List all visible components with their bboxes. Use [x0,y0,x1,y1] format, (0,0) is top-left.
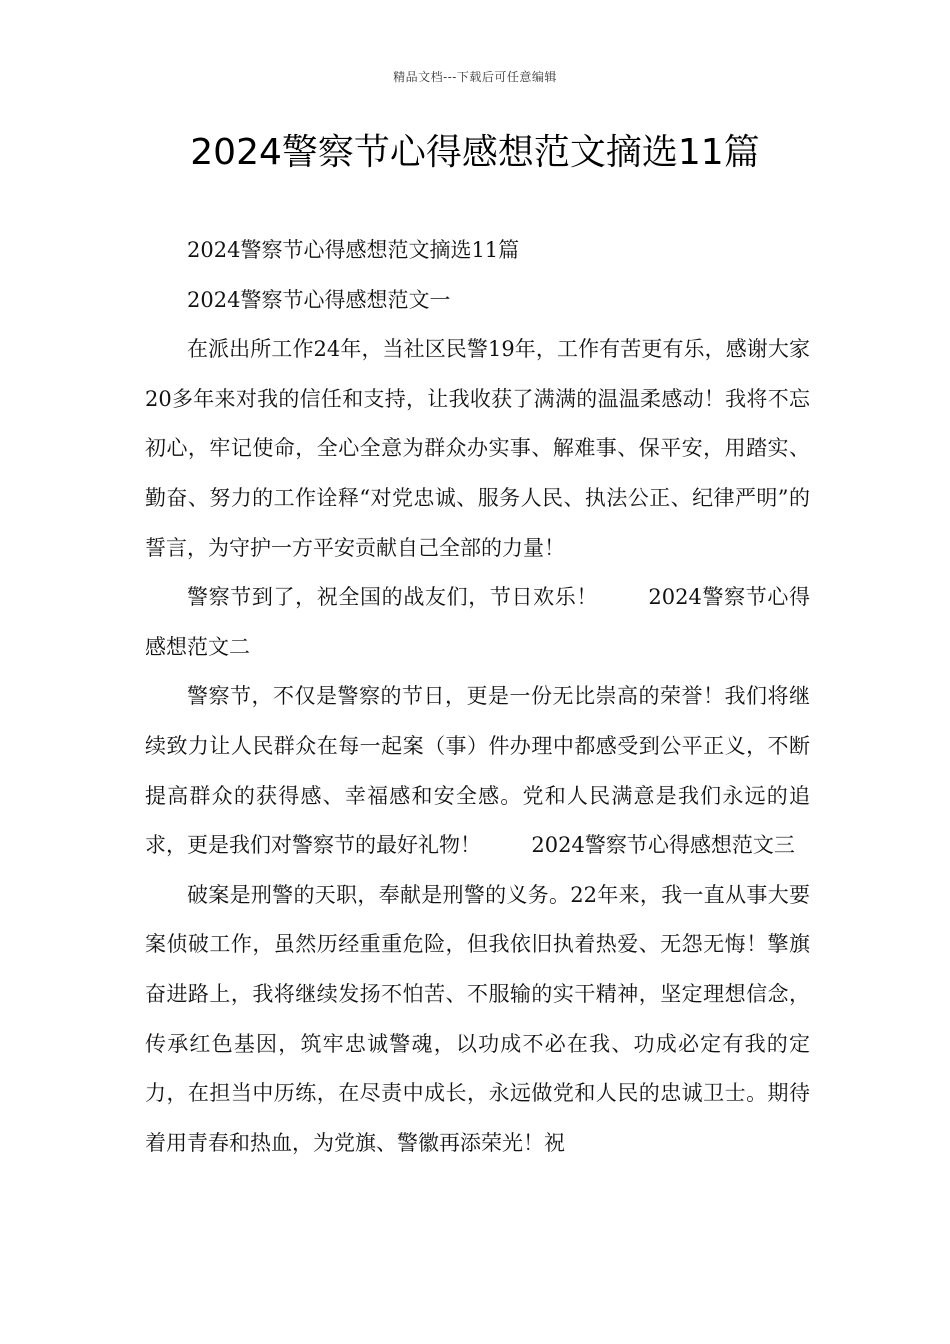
paragraph-essay-two [145,672,810,870]
header-note: 精品文档---下载后可任意编辑 [393,70,557,84]
paragraph-greeting [145,573,810,672]
document-title: 2024警察节心得感想范文摘选11篇 [190,132,760,173]
paragraph-subtitle: 2024警察节心得感想范文摘选11篇 [187,238,520,262]
paragraph-essay-three: 破案是刑警的天职，奉献是刑警的义务。22年来，我一直从事大要案侦破工作，虽然历经重重危险，但我依旧执着热爱、无怨无悔！擎旗奋进路上，我将继续发扬不怕苦、不服输的实干精神，坚定理想信念，传承红色基因，筑牢忠诚警魂，以功成不必在我、功成必定有我的定力，在担当中历练，在尽责中成长，永远做党和人民的忠诚卫士。期待着用青春和热血，为党旗、警徽再添荣光！祝 [145,882,810,1155]
paragraph-heading-one: 2024警察节心得感想范文一 [187,287,451,312]
heading-two-text: 2024警察节心得感想范文二 [145,585,810,659]
essay-two-text: 警察节，不仅是警察的节日，更是一份无比崇高的荣誉！我们将继续致力让人民群众在每一起案（事）件办理中都感受到公平正义，不断提高群众的获得感、幸福感和安全感。党和人民满意是我们永远的追求，更是我们对警察节的最好礼物！ [145,684,810,858]
paragraph-essay-one: 在派出所工作24年，当社区民警19年，工作有苦更有乐，感谢大家20多年来对我的信任和支持，让我收获了满满的温温柔感动！我将不忘初心，牢记使命，全心全意为群众办实事、解难事、保平安，用踏实、勤奋、努力的工作诠释“对党忠诚、服务人民、执法公正、纪律严明”的誓言，为守护一方平安贡献自己全部的力量！ [145,337,810,560]
greeting-text: 警察节到了，祝全国的战友们，节日欢乐！ [187,585,598,610]
document-body [145,226,810,1168]
heading-three-text: 2024警察节心得感想范文三 [531,833,795,858]
